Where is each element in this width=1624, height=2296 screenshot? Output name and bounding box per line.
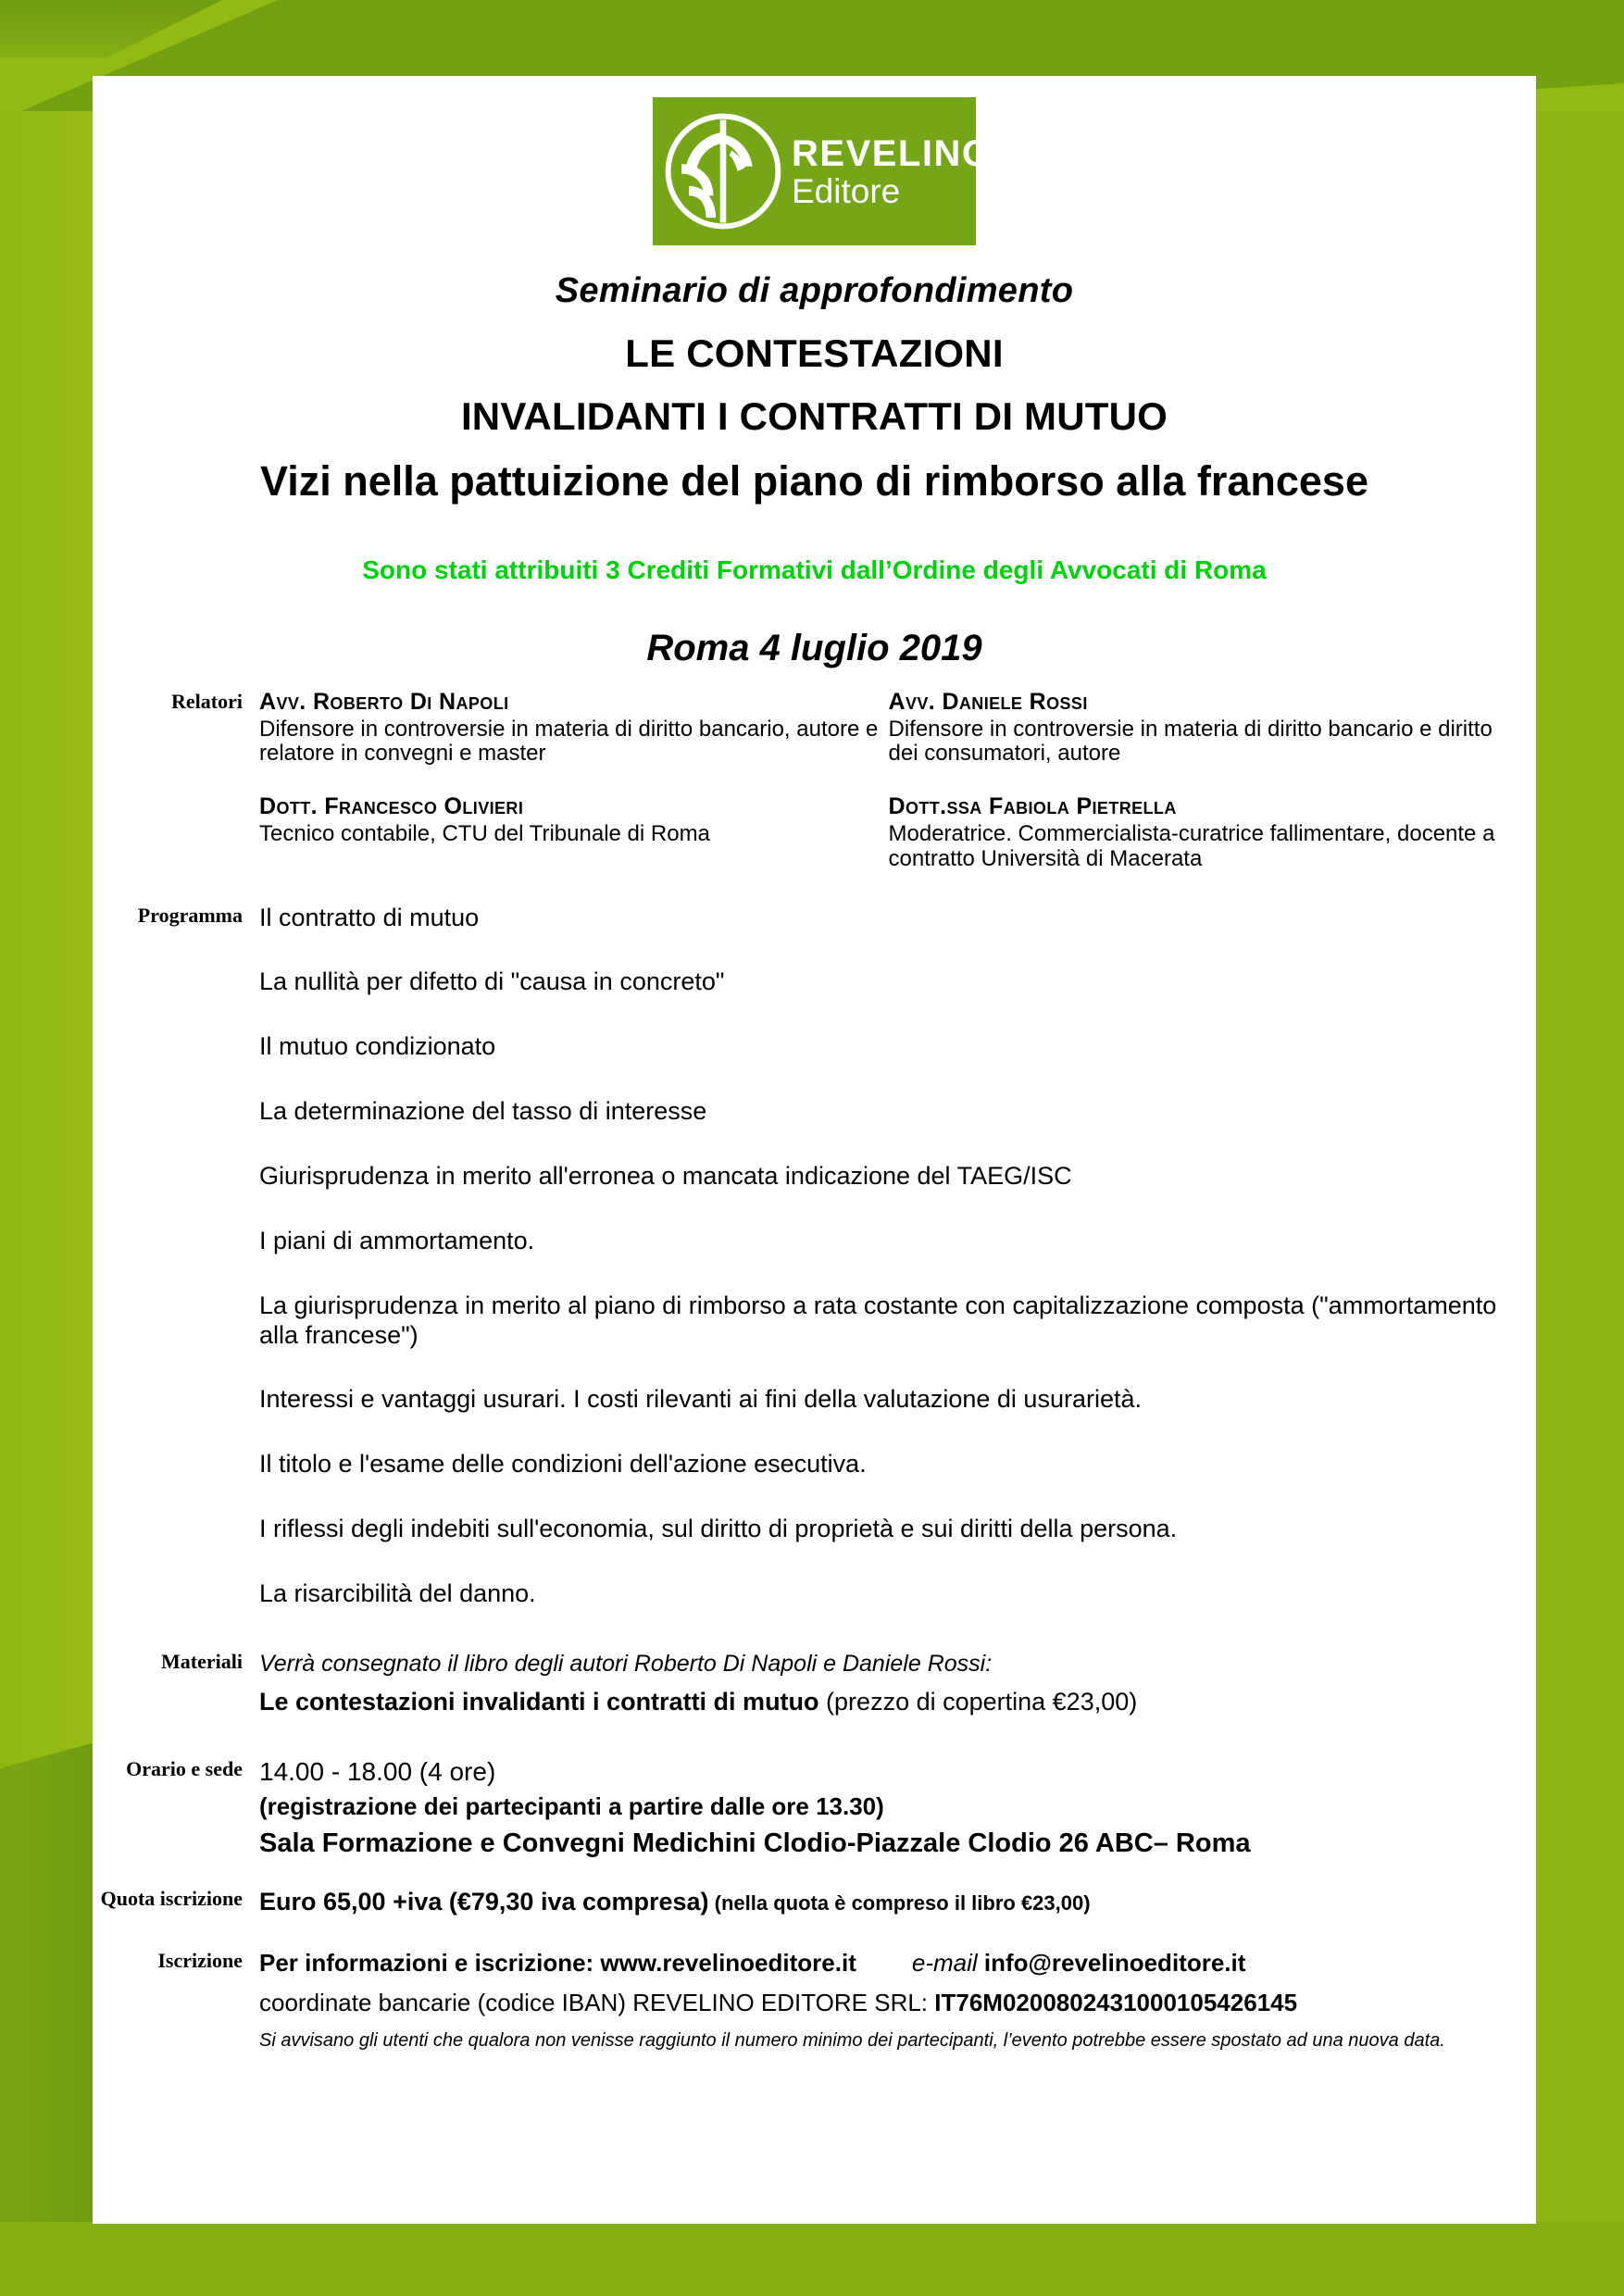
page-subtitle: Vizi nella pattuizione del piano di rimborso alla francese bbox=[260, 457, 1368, 505]
kicker-seminario: Seminario di approfondimento bbox=[555, 271, 1074, 310]
label-quota-iscrizione: Quota iscrizione bbox=[100, 1887, 243, 1911]
programma-item: La determinazione del tasso di interesse bbox=[259, 1097, 707, 1126]
speaker-card bbox=[259, 690, 889, 767]
speaker-description: Moderatrice. Commercialista-curatrice fallimentare, docente a contratto Università di Macerata bbox=[888, 820, 1495, 871]
flyer-content bbox=[93, 76, 1536, 2224]
programma-item: Il titolo e l'esame delle condizioni dell'azione esecutiva. bbox=[259, 1450, 867, 1479]
book-price-note: (prezzo di copertina €23,00) bbox=[818, 1687, 1138, 1716]
section-materiali bbox=[93, 1650, 1536, 1716]
speaker-description: Tecnico contabile, CTU del Tribunale di Roma bbox=[259, 820, 710, 846]
label-relatori: Relatori bbox=[171, 690, 243, 713]
section-iscrizione bbox=[93, 1949, 1536, 2053]
speaker-card bbox=[889, 690, 1518, 767]
programma-item: La giurisprudenza in merito al piano di rimborso a rata costante con capitalizzazione composta ("ammortamento alla francese") bbox=[259, 1291, 1497, 1349]
quota-body bbox=[259, 1887, 1536, 1916]
book-title: Le contestazioni invalidanti i contratti di mutuo bbox=[259, 1687, 819, 1716]
programma-item: La risarcibilità del danno. bbox=[259, 1578, 536, 1607]
revelino-leaf-circle-logo-icon bbox=[662, 110, 784, 232]
programma-item: La nullità per difetto di "causa in concreto" bbox=[259, 967, 725, 996]
brand-logo-box bbox=[653, 97, 993, 245]
iban-prefix: coordinate bancarie (codice IBAN) REVELINO EDITORE SRL: bbox=[259, 1988, 935, 2016]
materiali-intro: Verrà consegnato il libro degli autori Roberto Di Napoli e Daniele Rossi: bbox=[259, 1650, 993, 1677]
orario-body bbox=[259, 1757, 1536, 1859]
quota-price-note: (nella quota è compreso il libro €23,00) bbox=[708, 1891, 1091, 1915]
relatori-body bbox=[259, 690, 1536, 872]
speaker-name: Avv. Roberto Di Napoli bbox=[259, 689, 509, 715]
programma-item: I piani di ammortamento. bbox=[259, 1226, 535, 1254]
event-venue: Sala Formazione e Convegni Medichini Clodio-Piazzale Clodio 26 ABC– Roma bbox=[259, 1828, 1251, 1858]
section-programma bbox=[93, 904, 1536, 1609]
iscrizione-body bbox=[259, 1949, 1536, 2053]
email-label: e-mail bbox=[911, 1948, 978, 1977]
section-relatori bbox=[93, 690, 1536, 872]
relatori-row-2 bbox=[259, 794, 1518, 871]
disclaimer: Si avvisano gli utenti che qualora non venisse raggiunto il numero minimo dei partecipanti, l’evento potrebbe essere spostato ad una nuova data. bbox=[259, 2030, 1445, 2052]
speaker-name: Avv. Daniele Rossi bbox=[888, 689, 1088, 715]
programma-list bbox=[259, 904, 1536, 1609]
speaker-description: Difensore in controversie in materia di diritto bancario e diritto dei consumatori, autore bbox=[888, 716, 1493, 767]
event-time: 14.00 - 18.00 (4 ore) bbox=[259, 1757, 496, 1787]
label-iscrizione: Iscrizione bbox=[157, 1948, 243, 1972]
registration-note: (registrazione dei partecipanti a partire dalle ore 13.30) bbox=[259, 1792, 884, 1821]
speaker-card bbox=[259, 794, 889, 871]
brand-name-line1: REVELINO bbox=[792, 132, 993, 174]
programma-item: Giurisprudenza in merito all'erronea o mancata indicazione del TAEG/ISC bbox=[259, 1161, 1072, 1190]
iban-value: IT76M0200802431000105426145 bbox=[934, 1988, 1298, 2016]
website-link[interactable]: Per informazioni e iscrizione: www.revelinoeditore.it bbox=[259, 1948, 856, 1977]
brand-name-line2: Editore bbox=[792, 171, 901, 210]
relatori-row-1 bbox=[259, 690, 1518, 767]
programma-item: I riflessi degli indebiti sull'economia, sul diritto di proprietà e sui diritti della persona. bbox=[259, 1515, 1178, 1543]
label-programma: Programma bbox=[137, 903, 243, 927]
event-date: Roma 4 luglio 2019 bbox=[646, 628, 982, 668]
contact-line bbox=[259, 1949, 1518, 1978]
quota-price-line bbox=[259, 1887, 1518, 1916]
speaker-description: Difensore in controversie in materia di diritto bancario, autore e relatore in convegni e master bbox=[259, 716, 879, 767]
speaker-card bbox=[889, 794, 1518, 871]
programma-item: Il mutuo condizionato bbox=[259, 1032, 496, 1061]
email-link[interactable]: info@revelinoeditore.it bbox=[983, 1948, 1246, 1977]
title-line-1: LE CONTESTAZIONI bbox=[625, 331, 1004, 375]
quota-price: Euro 65,00 +iva (€79,30 iva compresa) bbox=[259, 1888, 709, 1916]
materiali-book bbox=[259, 1687, 1518, 1716]
logo-area bbox=[93, 76, 1536, 245]
title-line-2: INVALIDANTI I CONTRATTI DI MUTUO bbox=[460, 394, 1168, 438]
speaker-name: Dott.ssa Fabiola Pietrella bbox=[888, 793, 1177, 820]
iban-line bbox=[259, 1989, 1518, 2017]
brand-wordmark bbox=[792, 132, 993, 210]
programma-item: Interessi e vantaggi usurari. I costi rilevanti ai fini della valutazione di usurarietà. bbox=[259, 1385, 1142, 1414]
section-quota-iscrizione bbox=[93, 1887, 1536, 1916]
programma-item: Il contratto di mutuo bbox=[259, 903, 480, 931]
label-materiali: Materiali bbox=[161, 1649, 243, 1673]
materiali-body bbox=[259, 1650, 1536, 1716]
credits-badge: Sono stati attribuiti 3 Crediti Formativi dall’Ordine degli Avvocati di Roma bbox=[362, 555, 1267, 584]
section-orario-sede bbox=[93, 1757, 1536, 1859]
speaker-name: Dott. Francesco Olivieri bbox=[259, 793, 524, 820]
label-orario-sede: Orario e sede bbox=[126, 1757, 243, 1781]
